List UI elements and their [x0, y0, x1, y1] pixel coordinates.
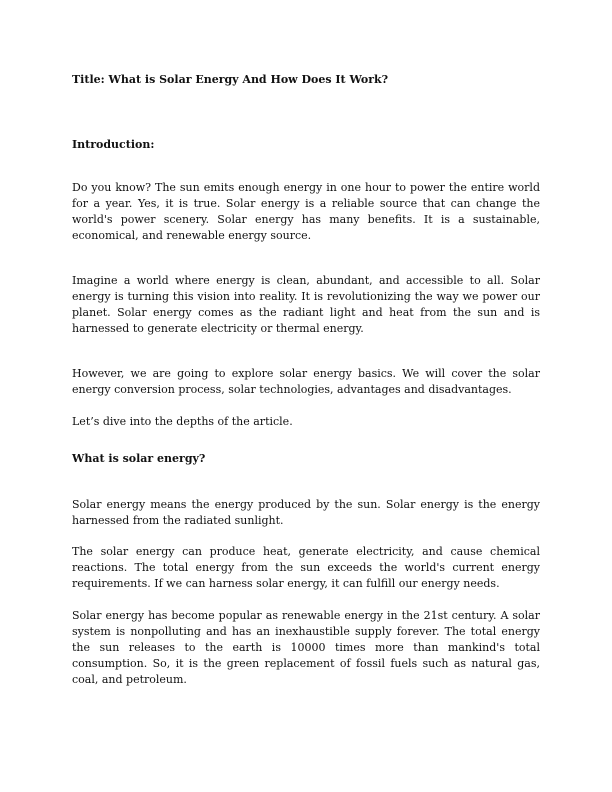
section-paragraph: Solar energy has become popular as renewable energy in the 21st century. A solar system is nonpolluting and has an inexhaustible supply forever. The total energy the sun releases to the earth is 10000 times more than mankind's total consumption. So, it is the green replacement of fossil fuels such as natural gas, coal, and petroleum. — [72, 609, 540, 686]
section-paragraph: The solar energy can produce heat, generate electricity, and cause chemical reactions. The total energy from the sun exceeds the world's current energy requirements. If we can harness solar energy, it can fulfill our energy needs. — [72, 545, 540, 590]
document-title: Title: What is Solar Energy And How Does It Work? — [72, 73, 389, 86]
introduction-heading: Introduction: — [72, 138, 155, 151]
intro-paragraph: Do you know? The sun emits enough energy in one hour to power the entire world for a year. Yes, it is true. Solar energy is a reliable source that can change the world's power scenery. Solar energy has many benefits. It is a sustainable, economical, and renewable energy source. — [72, 181, 540, 242]
intro-paragraph: Imagine a world where energy is clean, abundant, and accessible to all. Solar energy is turning this vision into reality. It is revolutionizing the way we power our planet. Solar energy comes as the radiant light and heat from the sun and is harnessed to generate electricity or thermal energy. — [72, 274, 540, 335]
section-heading: What is solar energy? — [72, 452, 206, 465]
section-paragraph: Solar energy means the energy produced by the sun. Solar energy is the energy harnessed from the radiated sunlight. — [72, 498, 540, 527]
intro-paragraph: Let’s dive into the depths of the article. — [72, 415, 293, 428]
intro-paragraph: However, we are going to explore solar energy basics. We will cover the solar energy conversion process, solar technologies, advantages and disadvantages. — [72, 367, 540, 396]
